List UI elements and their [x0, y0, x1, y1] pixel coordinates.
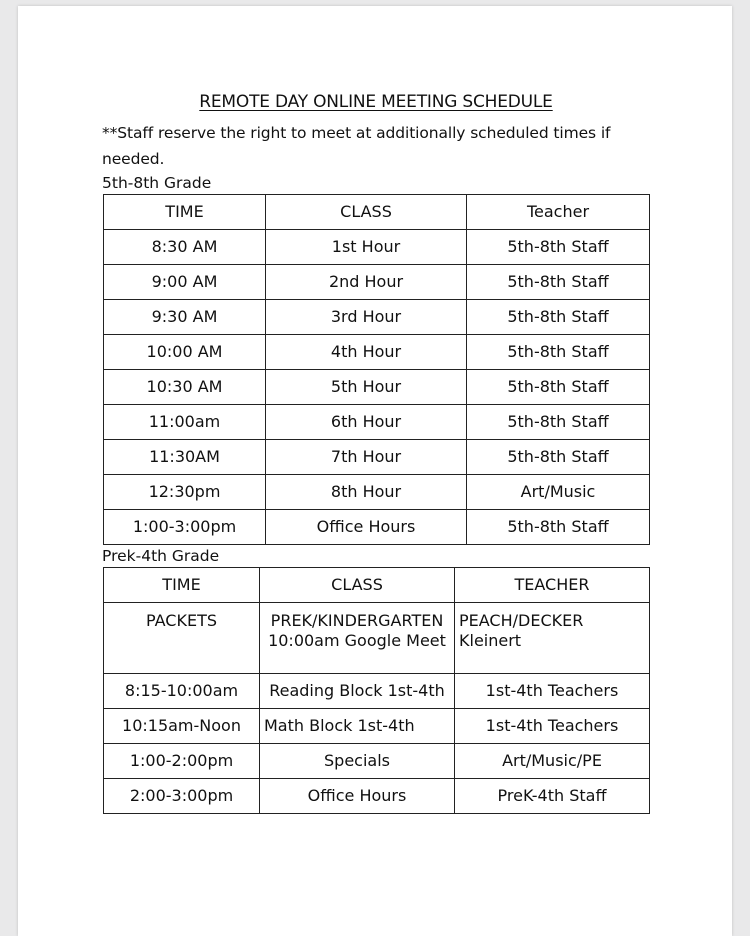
staff-note: **Staff reserve the right to meet at additionally scheduled times if needed. — [102, 124, 611, 168]
class-line: PREK/KINDERGARTEN — [270, 611, 444, 630]
page-title: REMOTE DAY ONLINE MEETING SCHEDULE — [199, 92, 553, 112]
time-cell: PACKETS — [104, 603, 260, 674]
class-cell: 2nd Hour — [266, 265, 467, 300]
teacher-cell: 5th-8th Staff — [467, 300, 650, 335]
table-row — [104, 744, 650, 779]
header-cell-time: TIME — [104, 195, 266, 230]
class-cell: 6th Hour — [266, 405, 467, 440]
time-cell: 1:00-3:00pm — [104, 510, 266, 545]
time-cell: 8:15-10:00am — [104, 674, 260, 709]
table-row — [104, 440, 650, 475]
class-cell: Reading Block 1st-4th — [260, 674, 455, 709]
class-line: 10:00am Google Meet — [268, 631, 446, 650]
teacher-cell: 5th-8th Staff — [467, 370, 650, 405]
time-cell: 9:00 AM — [104, 265, 266, 300]
header-cell-teacher: TEACHER — [455, 568, 650, 603]
teacher-cell: PreK-4th Staff — [455, 779, 650, 814]
teacher-line: PEACH/DECKER — [459, 611, 584, 630]
time-cell: 12:30pm — [104, 475, 266, 510]
class-cell: 8th Hour — [266, 475, 467, 510]
section-label-5th-8th: 5th-8th Grade — [102, 174, 212, 192]
document-content — [102, 90, 650, 814]
table-row-packets — [104, 603, 650, 674]
time-cell: 9:30 AM — [104, 300, 266, 335]
time-cell: 10:15am-Noon — [104, 709, 260, 744]
table-row — [104, 674, 650, 709]
teacher-cell: 5th-8th Staff — [467, 335, 650, 370]
header-cell-class: CLASS — [266, 195, 467, 230]
table-row — [104, 265, 650, 300]
header-cell-teacher: Teacher — [467, 195, 650, 230]
teacher-cell: 5th-8th Staff — [467, 265, 650, 300]
table-row — [104, 475, 650, 510]
teacher-cell: 1st-4th Teachers — [455, 709, 650, 744]
schedule-table-5th-8th — [103, 194, 650, 545]
teacher-cell: 5th-8th Staff — [467, 230, 650, 265]
teacher-cell — [455, 603, 650, 674]
schedule-table-prek-4th — [103, 567, 650, 814]
table-header-row — [104, 568, 650, 603]
time-cell: 1:00-2:00pm — [104, 744, 260, 779]
time-cell: 11:00am — [104, 405, 266, 440]
teacher-cell: 1st-4th Teachers — [455, 674, 650, 709]
table-row — [104, 300, 650, 335]
section-label-prek-4th: Prek-4th Grade — [102, 547, 220, 565]
teacher-cell: 5th-8th Staff — [467, 440, 650, 475]
time-cell: 10:00 AM — [104, 335, 266, 370]
teacher-cell: Art/Music — [467, 475, 650, 510]
teacher-cell: 5th-8th Staff — [467, 405, 650, 440]
class-cell: 3rd Hour — [266, 300, 467, 335]
teacher-cell: 5th-8th Staff — [467, 510, 650, 545]
table-header-row — [104, 195, 650, 230]
table-row — [104, 779, 650, 814]
time-cell: 11:30AM — [104, 440, 266, 475]
class-cell: Specials — [260, 744, 455, 779]
time-cell: 8:30 AM — [104, 230, 266, 265]
class-cell: 1st Hour — [266, 230, 467, 265]
header-cell-time: TIME — [104, 568, 260, 603]
class-cell: Office Hours — [266, 510, 467, 545]
table-row — [104, 510, 650, 545]
class-cell: 4th Hour — [266, 335, 467, 370]
table-row — [104, 230, 650, 265]
class-cell: Math Block 1st-4th — [260, 709, 455, 744]
time-cell: 10:30 AM — [104, 370, 266, 405]
table-row — [104, 335, 650, 370]
class-cell: 7th Hour — [266, 440, 467, 475]
table-row — [104, 370, 650, 405]
class-cell — [260, 603, 455, 674]
teacher-line: Kleinert — [459, 631, 522, 650]
table-row — [104, 709, 650, 744]
teacher-cell: Art/Music/PE — [455, 744, 650, 779]
table-row — [104, 405, 650, 440]
header-cell-class: CLASS — [260, 568, 455, 603]
document-page — [18, 6, 732, 936]
time-cell: 2:00-3:00pm — [104, 779, 260, 814]
class-cell: 5th Hour — [266, 370, 467, 405]
class-cell: Office Hours — [260, 779, 455, 814]
